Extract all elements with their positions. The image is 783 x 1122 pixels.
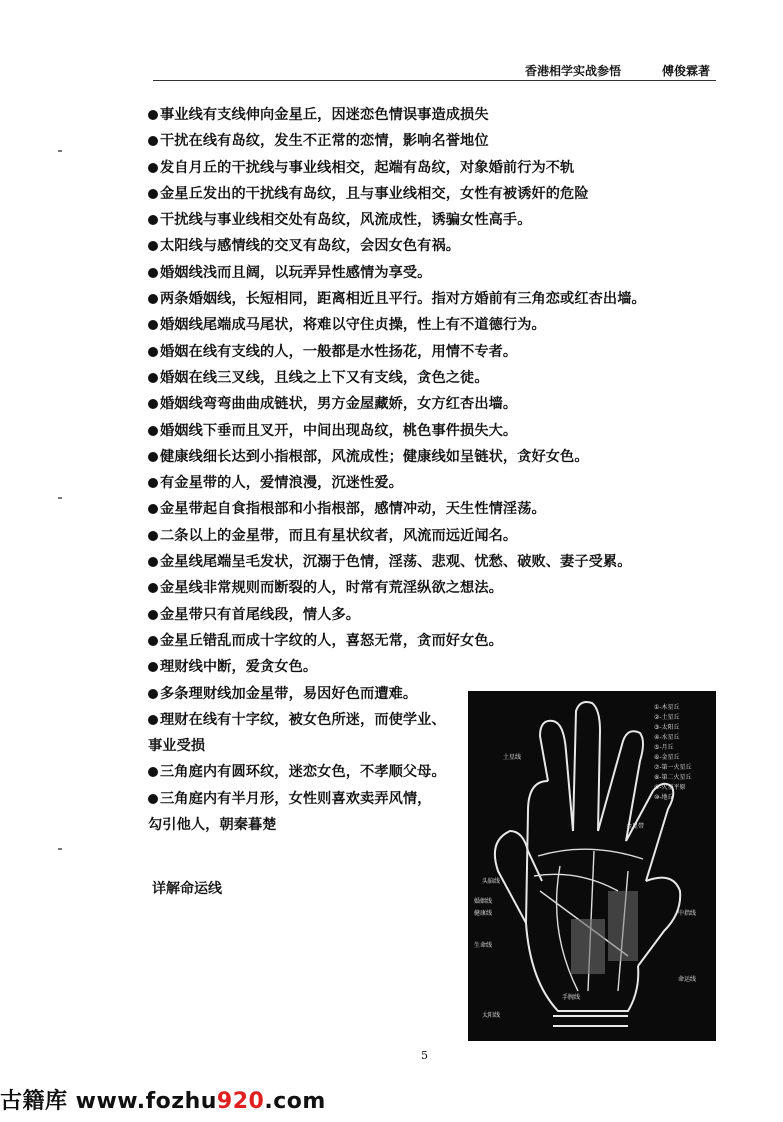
trait-item — [148, 339, 728, 365]
trait-text: 婚姻线尾端成马尾状，将难以守住贞操，性上有不道德行为。 — [160, 317, 546, 334]
bullet-dot-icon — [148, 662, 158, 672]
palm-legend-9: ⑨-火星平原 — [654, 784, 686, 791]
trait-item — [148, 128, 728, 154]
trait-item — [148, 707, 478, 760]
trait-item — [148, 654, 728, 680]
palm-label-sun: 太阳线 — [482, 1012, 501, 1019]
trait-item — [148, 207, 728, 233]
trait-item — [148, 391, 728, 417]
palm-label-belt: 金星带 — [626, 823, 645, 830]
trait-item — [148, 786, 478, 839]
running-header — [153, 58, 716, 81]
palm-legend-1: ①-木星丘 — [654, 704, 680, 711]
trait-text: 理财线中断，爱贪女色。 — [160, 659, 318, 676]
trait-text: 金星带起自食指根部和小指根部，感情冲动，天生性情淫荡。 — [160, 501, 546, 518]
trait-item — [148, 523, 728, 549]
palm-label-bracelet: 手腕线 — [562, 994, 581, 1001]
palm-legend-10: ⑩-地丘 — [654, 794, 674, 801]
trait-item — [148, 418, 728, 444]
trait-text: 三角庭内有圆环纹，迷恋女色，不孝顺父母。 — [160, 764, 446, 781]
palm-legend-6: ⑥-金星丘 — [654, 754, 680, 761]
trait-item — [148, 575, 728, 601]
palm-legend-3: ③-太阳丘 — [654, 724, 680, 731]
palm-legend-2: ②-土星丘 — [654, 714, 680, 721]
section-title: 详解命运线 — [152, 881, 222, 897]
trait-item — [148, 102, 728, 128]
trait-text-continued: 事业受损 — [148, 738, 206, 755]
bullet-dot-icon — [148, 347, 158, 357]
trait-item — [148, 286, 728, 312]
trait-item — [148, 365, 728, 391]
page-number: 5 — [421, 1049, 428, 1062]
trait-text: 事业线有支线伸向金星丘，因迷恋色情误事造成损失 — [160, 107, 489, 123]
bullet-dot-icon — [148, 583, 158, 593]
palm-label-right-low: 命运线 — [678, 976, 697, 983]
watermark-prefix: 古籍库 www.fozhu — [0, 1089, 217, 1114]
bullet-dot-icon — [148, 110, 158, 120]
trait-text: 三角庭内有半月形，女性则喜欢卖弄风情， — [160, 790, 432, 807]
trait-text: 金星线非常规则而断裂的人，时常有荒淫纵欲之想法。 — [160, 580, 503, 597]
bullet-dot-icon — [148, 557, 158, 567]
trait-text: 金星丘错乱而成十字纹的人，喜怒无常，贪而好女色。 — [160, 632, 503, 649]
watermark-number: 920 — [216, 1089, 265, 1114]
trait-item — [148, 155, 728, 181]
palm-legend-5: ⑤-月丘 — [654, 744, 674, 751]
bullet-dot-icon — [148, 452, 158, 462]
trait-text: 婚姻在线三叉线，且线之上下又有支线，贪色之徒。 — [160, 369, 489, 386]
bullet-dot-icon — [148, 294, 158, 304]
palm-legend-7: ⑦-第一火星丘 — [654, 764, 692, 771]
scan-speck — [58, 848, 62, 850]
trait-item — [148, 260, 728, 286]
bullet-dot-icon — [148, 504, 158, 514]
trait-text: 理财在线有十字纹，被女色所迷，而使学业、 — [160, 711, 446, 728]
bullet-dot-icon — [148, 136, 158, 146]
header-book-title: 香港相学实战参悟 — [524, 64, 621, 78]
bullet-dot-icon — [148, 689, 158, 699]
bullet-dot-icon — [148, 715, 158, 725]
bullet-dot-icon — [148, 426, 158, 436]
trait-text: 健康线细长达到小指根部，风流成性；健康线如呈链状，贪好女色。 — [160, 448, 589, 465]
trait-text: 婚姻在线有支线的人，一般都是水性扬花，用情不专者。 — [160, 343, 518, 360]
bullet-dot-icon — [148, 241, 158, 251]
palm-illustration — [468, 691, 716, 1041]
palm-diagram — [468, 691, 716, 1041]
trait-item — [148, 549, 728, 575]
bullet-dot-icon — [148, 163, 158, 173]
trait-text: 有金星带的人，爱情浪漫，沉迷性爱。 — [160, 475, 403, 492]
trait-item — [148, 628, 728, 654]
palm-label-head: 头脑线 — [482, 878, 501, 885]
trait-item — [148, 444, 728, 470]
palm-legend-8: ⑧-第二火星丘 — [654, 774, 692, 781]
trait-text: 婚姻线下垂而且叉开，中间出现岛纹，桃色事件损失大。 — [160, 422, 518, 439]
trait-item — [148, 496, 728, 522]
palm-legend-4: ④-水星丘 — [654, 734, 680, 741]
trait-item — [148, 602, 728, 628]
trait-item — [148, 312, 728, 338]
palm-label-marriage: 婚姻线 — [474, 898, 493, 905]
palm-label-right-mid: 中指线 — [678, 910, 697, 917]
bullet-dot-icon — [148, 215, 158, 225]
trait-text: 金星丘发出的干扰线有岛纹，且与事业线相交，女性有被诱奸的危险 — [160, 185, 589, 202]
trait-item — [148, 181, 728, 207]
bullet-dot-icon — [148, 373, 158, 383]
trait-text: 太阳线与感情线的交叉有岛纹，会因女色有祸。 — [160, 238, 461, 255]
bullet-dot-icon — [148, 610, 158, 620]
trait-text: 干扰线与事业线相交处有岛纹，风流成性，诱骗女性高手。 — [160, 212, 532, 229]
bullet-dot-icon — [148, 399, 158, 409]
header-author: 傅俊霖著 — [661, 64, 710, 78]
bullet-dot-icon — [148, 189, 158, 199]
trait-text: 婚姻线弯弯曲曲成链状，男方金屋藏娇，女方红杏出墙。 — [160, 396, 518, 413]
bullet-dot-icon — [148, 268, 158, 278]
bullet-dot-icon — [148, 767, 158, 777]
site-watermark — [0, 1084, 326, 1115]
trait-item — [148, 233, 728, 259]
trait-text: 二条以上的金星带，而且有星状纹者，风流而远近闻名。 — [160, 527, 518, 544]
trait-text: 婚姻线浅而且阔，以玩弄异性感情为享受。 — [160, 264, 432, 281]
palm-label-finger: 土星线 — [503, 754, 522, 761]
watermark-suffix: .com — [264, 1089, 326, 1114]
palm-label-life: 生命线 — [474, 942, 493, 949]
scan-speck — [58, 150, 62, 152]
bullet-dot-icon — [148, 636, 158, 646]
bullet-dot-icon — [148, 320, 158, 330]
palm-label-health: 健康线 — [474, 910, 493, 917]
trait-item — [148, 470, 728, 496]
bullet-dot-icon — [148, 478, 158, 488]
bullet-dot-icon — [148, 794, 158, 804]
trait-text: 两条婚姻线，长短相同，距离相近且平行。指对方婚前有三角恋或红杏出墙。 — [160, 291, 646, 308]
trait-text: 干扰在线有岛纹，发生不正常的恋情，影响名誉地位 — [160, 133, 489, 150]
bullet-dot-icon — [148, 531, 158, 541]
trait-text: 发自月丘的干扰线与事业线相交，起端有岛纹，对象婚前行为不轨 — [160, 159, 575, 176]
trait-text: 多条理财线加金星带，易因好色而遭难。 — [160, 685, 418, 702]
scan-speck — [58, 497, 62, 499]
trait-text: 金星带只有首尾线段，情人多。 — [160, 606, 361, 623]
trait-text-continued: 勾引他人，朝秦暮楚 — [148, 817, 277, 834]
trait-text: 金星线尾端呈毛发状，沉溺于色情，淫荡、悲观、忧愁、破败、妻子受累。 — [160, 554, 632, 571]
